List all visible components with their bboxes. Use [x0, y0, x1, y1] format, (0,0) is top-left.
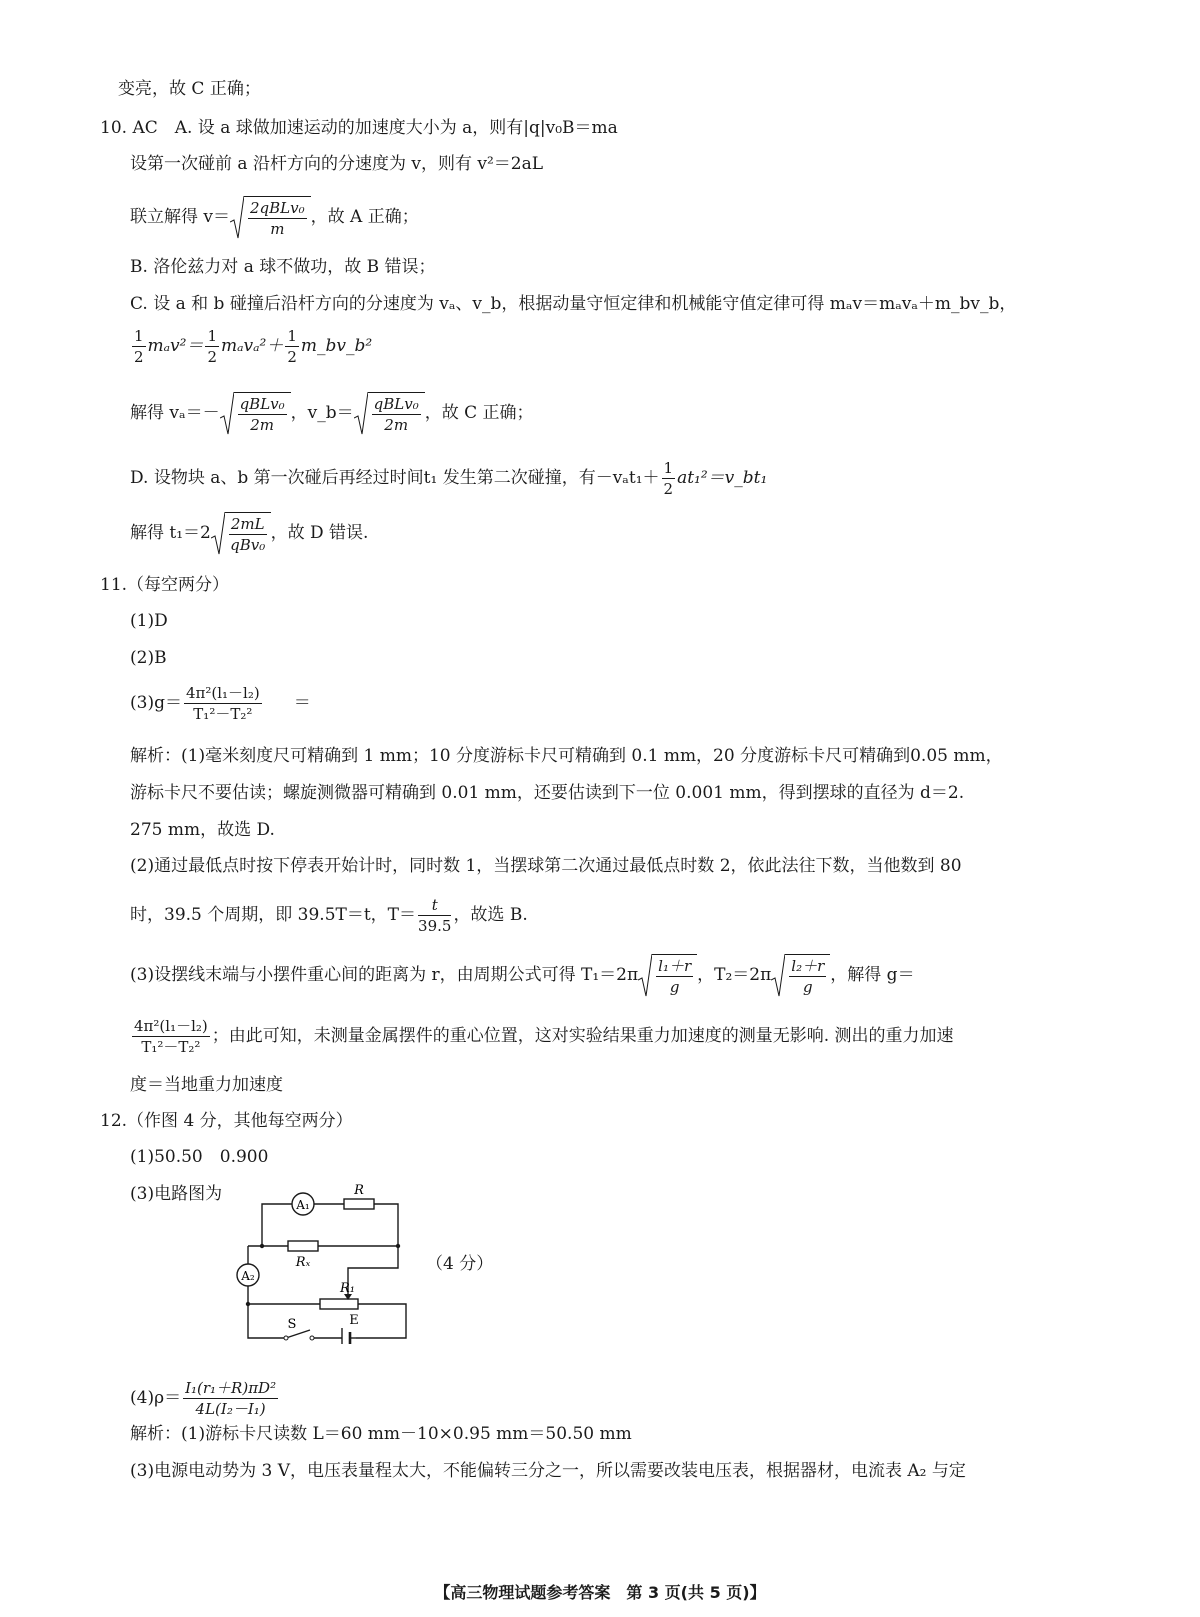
radical-icon — [638, 954, 652, 998]
radical-icon — [354, 392, 368, 436]
q11-heading: 11.（每空两分） — [100, 575, 230, 595]
text-line: 解析：(1)毫米刻度尺可精确到 1 mm；10 分度游标卡尺可精确到 0.1 mm，20 分度游标卡尺可精确到0.05 mm， — [130, 746, 1003, 766]
formula-line: $\frac{\text{4π²(l₁－l₂)}}{\text{T₁²－T₂²}}$ ；由此可知，未测量金属摆件的重心位置，这对实验结果重力加速度的测量无影响. 测出的重力加速 — [134, 1017, 954, 1056]
resistor-rx — [288, 1241, 318, 1251]
text-line: (3)电路图为 — [130, 1184, 223, 1204]
formula-line: (4)ρ＝ $\frac{\text{I₁(r₁＋R)πD²}}{\text{4L(I₂－I₁)}}$ — [130, 1379, 277, 1418]
ammeter-a2-label: A₂ — [241, 1269, 255, 1283]
text-line: B. 洛伦兹力对 a 球不做功，故 B 错误； — [130, 257, 436, 277]
radical-icon — [771, 954, 785, 998]
formula-line: $\frac{1}{2}$ mₐv²＝ $\frac{1}{2}$ mₐvₐ²＋ $\frac{1}{2}$ m_bv_b² — [134, 327, 373, 366]
rheostat-r1-label: R₁ — [340, 1281, 355, 1296]
formula-line: 解得 t₁＝2 $\frac{2mL}{\text{qBv₀}}$ ，故 D 错误. — [130, 512, 368, 555]
text-line: (1)D — [130, 611, 168, 631]
text-line: C. 设 a 和 b 碰撞后沿杆方向的分速度为 vₐ、v_b，根据动量守恒定律和机械能守值定律可得 mₐv＝mₐvₐ＋m_bv_b， — [130, 294, 1017, 314]
text-line: 275 mm，故选 D. — [130, 820, 275, 840]
formula-line: 解得 vₐ＝－ $\frac{\text{qBLv₀}}{2m}$ ，v_b＝ $\frac{\text{qBLv₀}}{2m}$ ，故 C 正确； — [130, 392, 534, 435]
circuit-wire — [262, 1204, 292, 1246]
circuit-wire — [348, 1246, 398, 1296]
radical-icon — [230, 196, 244, 240]
circuit-wire — [374, 1204, 398, 1246]
text-line: (2)通过最低点时按下停表开始计时，同时数 1，当摆球第二次通过最低点时数 2，依此法往下数，当他数到 80 — [130, 856, 962, 876]
formula-line: (3)g＝ $\frac{\text{4π²(l₁－l₂)}}{\text{T₁²－T₂²}}$ ＝ — [130, 684, 311, 723]
switch-contact — [284, 1336, 288, 1340]
switch-s-label: S — [287, 1317, 297, 1332]
resistor-rx-label: Rₓ — [295, 1255, 311, 1270]
rheostat-r1 — [320, 1299, 358, 1309]
formula-line: D. 设物块 a、b 第一次碰后再经过时间t₁ 发生第二次碰撞，有－vₐt₁＋ $\frac{1}{2}$ at₁²＝v_bt₁ — [130, 459, 768, 498]
q12-heading: 12.（作图 4 分，其他每空两分） — [100, 1111, 353, 1131]
radical-icon — [220, 392, 234, 436]
text-line: 变亮，故 C 正确； — [118, 79, 261, 99]
page-footer: 【高三物理试题参考答案 第 3 页(共 5 页)】 — [434, 1583, 766, 1602]
text-line: 度＝当地重力加速度 — [130, 1075, 283, 1095]
text-line: 设第一次碰前 a 沿杆方向的分速度为 v，则有 v²＝2aL — [130, 154, 544, 174]
score-note: （4 分） — [426, 1254, 494, 1274]
junction-dot — [260, 1244, 264, 1248]
text-line: (2)B — [130, 648, 167, 668]
q10-heading: 10. AC A. 设 a 球做加速运动的加速度大小为 a，则有|q|v₀B＝ma — [100, 118, 618, 138]
switch-contact — [310, 1336, 314, 1340]
formula-line: 时，39.5 个周期，即 39.5T＝t，T＝ $\frac{t}{39.5}$ ，故选 B. — [130, 896, 528, 935]
battery-e-label: E — [349, 1313, 359, 1328]
junction-dot — [246, 1302, 250, 1306]
text-line: (3)电源电动势为 3 V，电压表量程太大，不能偏转三分之一，所以需要改装电压表，根据器材，电流表 A₂ 与定 — [130, 1461, 966, 1481]
circuit-wire — [356, 1304, 406, 1338]
circuit-wire — [248, 1286, 286, 1338]
sqrt: $\frac{\text{2qBLv₀}}{m}$ — [230, 196, 311, 239]
text-line: (1)50.50 0.900 — [130, 1147, 269, 1167]
text-line: 解析：(1)游标卡尺读数 L＝60 mm－10×0.95 mm＝50.50 mm — [130, 1424, 632, 1444]
circuit-diagram — [230, 1178, 420, 1344]
formula-line: (3)设摆线末端与小摆件重心间的距离为 r，由周期公式可得 T₁＝2π $\frac{\text{l₁＋r}}{g}$ ，T₂＝2π $\frac{\text{l₂＋r}}{g}$ ，解得 g＝ — [130, 954, 915, 997]
resistor-r-label: R — [354, 1183, 364, 1198]
text-line: 游标卡尺不要估读；螺旋测微器可精确到 0.01 mm，还要估读到下一位 0.001 mm，得到摆球的直径为 d＝2. — [130, 783, 965, 803]
ammeter-a1-label: A₁ — [296, 1198, 310, 1212]
junction-dot — [396, 1244, 400, 1248]
formula-line: 联立解得 v＝ $\frac{\text{2qBLv₀}}{m}$ ，故 A 正确； — [130, 196, 419, 239]
radical-icon — [211, 512, 225, 556]
resistor-r — [344, 1199, 374, 1209]
